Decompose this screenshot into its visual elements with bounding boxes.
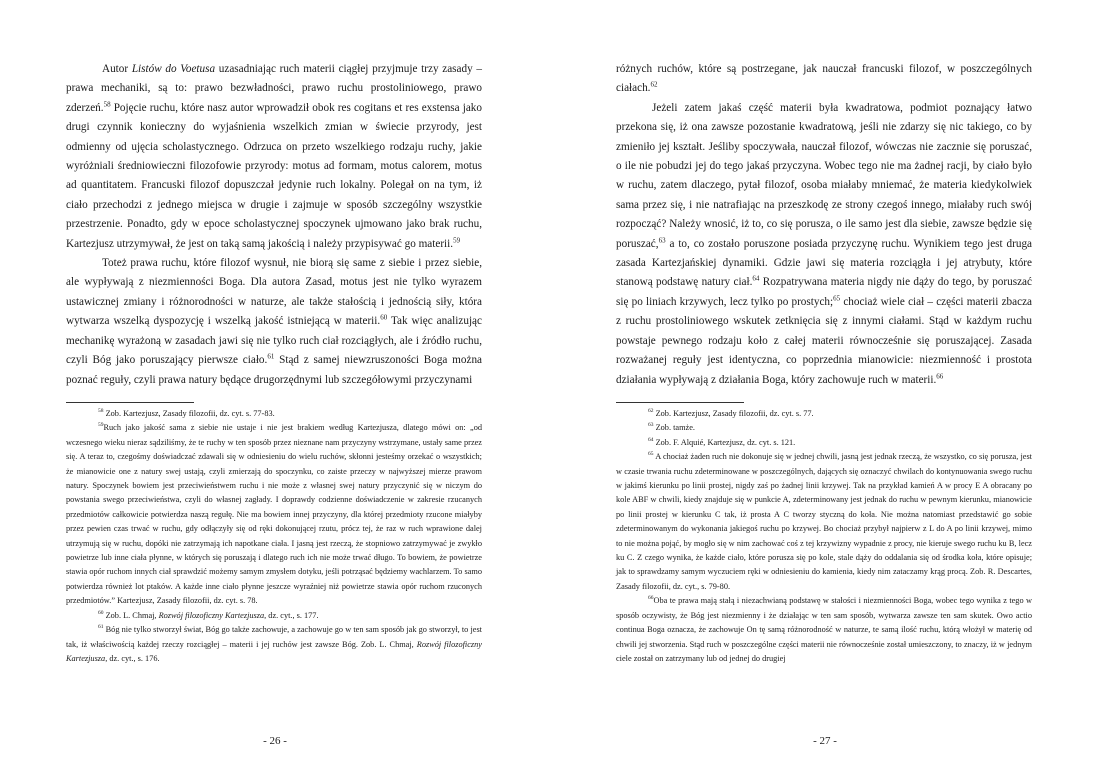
footnote-number: 66 [648,595,654,602]
footnote-text: Zob. F. Alquié, Kartezjusz, dz. cyt. s. 121. [653,437,796,447]
footnote-62 [616,407,1032,421]
footnote-separator [66,402,194,403]
footnote-61 [66,623,482,666]
left-paragraph-1 [66,60,482,254]
left-paragraph-2 [66,254,482,390]
footnote-ref[interactable]: 58 [103,100,111,109]
footnote-ref[interactable]: 59 [453,235,461,244]
footnote-text: Zob. L. Chmaj, [103,610,159,620]
footnote-ref[interactable]: 60 [380,313,388,322]
footnote-number: 62 [648,408,654,415]
footnote-text: Ruch jako jakość sama z siebie nie ustaje i nie jest brakiem według Kartezjusza, dlatego mówi on: „od wczesnego wieku nieraz sądziliśmy, że te ruchy w ten sposób przez nieznane nam przyczyny wstrzymane, ustały same przez się. A teraz to, czegośmy doświadczać zdawali się w odniesieniu do wielu ruchów, skłonni jesteśmy orzekać o wszystkich; że mianowicie one z natury swej ustają, czyli zmierzają do spoczynku, co zaiste przeczy w najwyższej mierze prawom natury. Spoczynek bowiem jest przeciwieństwem ruchu i nie może z własnej swej natury przyczynić się w niczym do powstania swego przeciwieństwa, czyli do własnej zagłady. I doprawdy codzienne doświadczenie w zakresie rzucanych przedmiotów całkowicie potwierdza naszą regułę. Nie ma bowiem innej przyczyny, dla której przedmioty rzucone miałyby przez pewien czas trwać w ruchu, gdy odłączyły się od ręki dokonującej rzutu, prócz tej, że raz w ruch wprawione dalej utrzymują się w ruchu, dopóki nie zatrzymają ich napotkane ciała. I jasną jest rzeczą, że stopniowo zatrzymywać je zwykło powietrze lub inne ciała płynne, w których się poruszają i dlatego ruch ich nie może trwać długo. To bowiem, że powietrze stawia opór ruchom innych ciał sprawdzić możemy samym zmysłem dotyku, jeśli potrząsać będziemy wachlarzem. To samo potwierdza również lot ptaków. A każde inne ciało płynne jeszcze wyraźniej niż powietrze stawia opór ruchom rzuconych przedmiotów.” Kartezjusz, Zasady filozofii, dz. cyt. s. 78. [66,423,482,606]
footnote-59 [66,421,482,608]
footnote-number: 65 [648,451,654,458]
left-body-text [66,60,482,390]
footnote-text: Zob. Kartezjusz, Zasady filozofii, dz. cyt. s. 77. [653,409,814,418]
footnote-63 [616,421,1032,435]
text-run: chociaż wiele ciał – części materii zbacza z ruchu prostoliniowego wskutek zetknięcia się z innymi ciałami. Stąd w każdym ruchu powstaje pewnego rodzaju koło z całej materii równocześnie się poruszającej. Zasada rozważanej reguły jest identyczna, co poprzednia mianowicie: niezmienność i prostota działania wypływają z działania Boga, który zachowuje ruch w materii. [616,295,1033,386]
italic-title: Rozwój filozoficzny Kartezjusza [66,639,482,663]
footnote-text: A chociaż żaden ruch nie dokonuje się w jednej chwili, jasną jest jednak rzeczą, że wszystko, co się porusza, jest w czasie trwania ruchu zdeterminowane w poszczególnych, dających się oznaczyć chwilach do kontynuowania swego ruchu w jakimś kierunku po linii prostej, nigdy zaś po żadnej linii krzywej. Tak na przykład kamień A w procy E A obracany po kole ABF w chwili, kiedy znajduje się w punkcie A, zdeterminowany jest jednak do ruchu w pewnym kierunku, mianowicie po linii prostej w kierunku C tak, iż prosta A C tworzy styczną do koła. Nie można natomiast przedstawić go sobie zdeterminowanym do wykonania jakiegoś ruchu po krzywej. Bo chociaż przybył najpierw z L do A po linii krzywej, mimo to nie można pojąć, by mogło się w nim zachować coś z tej krzywizny wypadnie z procy, nie kieruje swego ruchu ku B, lecz ku C. Z czego wynika, że każde ciało, które porusza się po kole, stale dąży do oddalania się od środka koła, które opisuje; jak to sprawdzamy samym wyczuciem ręki w odniesieniu do kamienia, kiedy nim zataczamy krąg procą. Zob. R. Descartes, Zasady filozofii, dz. cyt., s. 79-80. [616,452,1032,591]
footnote-text: Zob. tamże. [653,423,695,433]
footnote-number: 63 [648,422,654,429]
footnote-65 [616,450,1032,594]
footnote-text: Oba te prawa mają stałą i niezachwianą podstawę w stałości i niezmienności Boga, wobec tego wynika z tego w sposób oczywisty, że Bóg jest niezmienny i że działając w ten sam sposób, wytwarza zawsze ten sam skutek. Owo actio continua Boga oznacza, że zachowuje On tę samą różnorodność w naturze, te samą ilość ruchu, którą włożył w materię od chwili jej stworzenia. Stąd ruch w poszczególne części materii nie równocześnie został umieszczony, to znaczy, iż w jednym ciele został on zatrzymany lub od jednej do drugiej [616,596,1032,663]
footnote-text: Zob. Kartezjusz, Zasady filozofii, dz. cyt. s. 77-83. [103,409,275,418]
text-run: Rozpatrywana materia nigdy nie dąży do tego, by poruszać się po liniach krzywych, lecz tylko po prostych; [616,276,1032,308]
page-number-left: - 26 - [263,735,287,747]
footnote-number: 64 [648,437,654,444]
right-body-text [616,60,1032,390]
footnote-text: Bóg nie tylko stworzył świat, Bóg go także zachowuje, a zachowuje go w ten sam sposób jak go stworzył, to jest tak, iż właściwością każdej rzeczy rozciągłej – materii i jej ruchów jest zawsze Bóg. Zob. L. Chmaj, [66,625,482,649]
right-paragraph-1 [616,60,1032,99]
footnote-60 [66,609,482,623]
footnote-ref[interactable]: 66 [936,371,944,380]
footnote-text: , dz. cyt., s. 176. [105,653,160,663]
footnote-66 [616,594,1032,666]
text-run: różnych ruchów, które są postrzegane, jak nauczał francuski filozof, w poszczególnych ciałach. [616,63,1032,95]
footnote-number: 61 [98,624,104,631]
footnote-ref[interactable]: 61 [267,352,275,361]
footnote-text: , dz. cyt., s. 177. [264,610,319,620]
footnote-58 [66,407,482,421]
footnote-64 [616,436,1032,450]
text-run: Jeżeli zatem jakaś część materii była kwadratowa, podmiot poznający łatwo przekona się, iż ona zawsze pozostanie kwadratową, jeśli nie zdarzy się nic takiego, co by zmieniło jej kształt. Jeśliby spoczywała, nauczał filozof, wówczas nie zacznie się poruszać, o ile nie pobudzi jej do tego jakaś przyczyna. Wobec tego nie ma żadnej racji, by ciało było w ruchu, zatem dlaczego, pytał filozof, osoba miałaby mniemać, że materia kiedykolwiek sama przez się, i nie natrafiając na przeszkodę ze strony czegoś innego, miałaby ruch swój rozpocząć? Należy wnosić, iż to, co się porusza, o ile samo jest dla siebie, zawsze będzie się poruszać, [616,101,1032,250]
text-run: Toteż prawa ruchu, które filozof wysnuł, nie biorą się same z siebie i przez siebie, ale wypływają z niezmienności Boga. Dla autora Zasad, motus jest nie tylko wyrazem ustawicznej zmiany i różnorodności w naturze, ale także stałością i jednością siły, która wytwarza wszelką dyspozycję i wszelką jakość istniejącą w materii. [66,257,482,328]
right-paragraph-2 [616,99,1032,390]
text-run: Stąd z samej niewzruszoności Boga można poznać reguły, czyli prawa natury będące drugorzędnymi lub szczegółowymi przyczynami [66,354,483,386]
footnote-number: 59 [98,422,104,429]
right-page [550,0,1100,778]
footnote-number: 58 [98,408,104,415]
text-run: uzasadniając ruch materii ciągłej przyjmuje trzy zasady – prawa mechaniki, są to: prawo bezwładności, prawo ruchu prostoliniowego, prawo zderzeń. [66,63,482,114]
text-run: a to, co zostało poruszone posiada przyczynę ruchu. Wynikiem tego jest druga zasada Kartezjańskiej dynamiki. Gdzie jawi się materia rozciągła i jej atrybuty, które stanową podstawę natury ciał. [616,237,1032,289]
right-footnotes [616,407,1032,666]
italic-title: Listów do Voetusa [131,63,216,75]
text-run: Autor [102,63,132,75]
footnote-ref[interactable]: 62 [650,80,658,89]
italic-title: Rozwój filozoficzny Kartezjusza [158,610,265,620]
footnote-ref[interactable]: 65 [833,294,841,303]
footnote-ref[interactable]: 64 [752,274,760,283]
left-footnotes [66,407,482,666]
text-run: Tak więc analizując mechanikę wyrażoną w zasadach jawi się nie tylko ruch ciał rozciągłych, ale i źródło ruchu, czyli Bóg jako poruszający pierwsze ciało. [66,315,482,367]
footnote-number: 60 [98,609,104,616]
page-number-right: - 27 - [813,735,837,747]
footnote-separator [616,402,744,403]
text-run: Pojęcie ruchu, które nasz autor wprowadził obok res cogitans et res exstensa jako drugi czynnik konieczny do wyjaśnienia wszelkich zmian w świecie przyrody, jest odmienny od ujęcia scholastycznego. Odrzuca on przeto wszelkiego rodzaju ruchy, jakie wyróżniali średniowieczni filozofowie przyrody: motus ad formam, motus calorem, motus ad quantitatem. Francuski filozof dopuszczał jedynie ruch lokalny. Polegał on na tym, iż ciało przechodzi z jednego miejsca w drugie i zajmuje w sposób szczególny wszystkie przestrzenie. Ponadto, gdy w epoce scholastycznej spoczynek ujmowano jako brak ruchu, Kartezjusz utrzymywał, że jest on taką samą jakością i należy przypisywać go materii. [66,101,482,250]
footnote-ref[interactable]: 63 [658,235,666,244]
